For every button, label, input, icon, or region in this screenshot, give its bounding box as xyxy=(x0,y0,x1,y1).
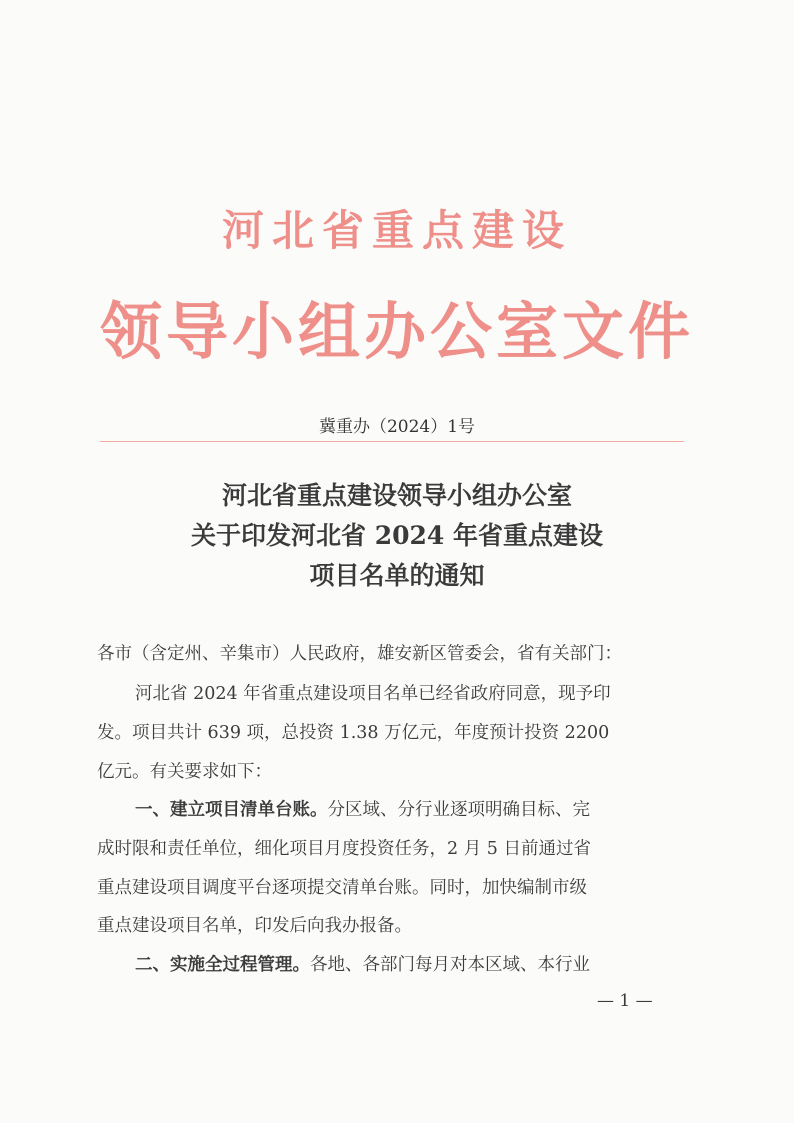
salutation: 各市（含定州、辛集市）人民政府，雄安新区管委会，省有关部门： xyxy=(97,644,622,664)
title-line1: 河北省重点建设领导小组办公室 xyxy=(221,481,572,510)
paragraph-line: 河北省 2024 年省重点建设项目名单已经省政府同意，现予印 xyxy=(135,684,611,704)
section1-heading: 一、建立项目清单台账。 xyxy=(135,800,328,820)
section1-first-line xyxy=(135,796,590,821)
section1-text: 分区域、分行业逐项明确目标、完 xyxy=(327,800,590,820)
document-number: 冀重办（2024）1号 xyxy=(318,417,476,437)
document-title xyxy=(0,476,794,596)
paragraph-line: 重点建设项目调度平台逐项提交清单台账。同时，加快编制市级 xyxy=(97,878,587,898)
title-line2: 关于印发河北省 2024 年省重点建设 xyxy=(191,521,603,550)
red-divider xyxy=(100,441,684,442)
paragraph-line: 发。项目共计 639 项，总投资 1.38 万亿元，年度预计投资 2200 xyxy=(97,723,610,743)
paragraph-line: 亿元。有关要求如下： xyxy=(97,762,272,782)
section2-heading: 二、实施全过程管理。 xyxy=(135,955,310,975)
page-number: — 1 — xyxy=(597,991,653,1011)
section2-text: 各地、各部门每月对本区域、本行业 xyxy=(310,955,590,975)
title-line3: 项目名单的通知 xyxy=(309,561,485,590)
section2-first-line xyxy=(135,951,590,976)
paragraph-line: 重点建设项目名单，印发后向我办报备。 xyxy=(97,916,412,936)
issuer-header-line1: 河北省重点建设 xyxy=(221,206,572,255)
issuer-header-line2: 领导小组办公室文件 xyxy=(99,295,694,368)
paragraph-line: 成时限和责任单位，细化项目月度投资任务，2 月 5 日前通过省 xyxy=(97,839,591,859)
